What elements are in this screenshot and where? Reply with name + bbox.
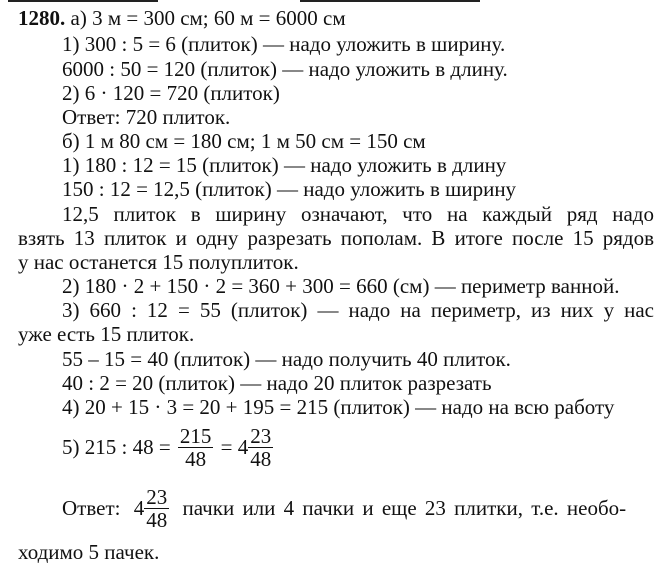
fraction-denominator: 48 (146, 508, 168, 532)
top-rule (8, 0, 158, 2)
solution-line: 4) 20 + 15 · 3 = 20 + 195 = 215 (плиток) — надо на всю работу (62, 395, 615, 419)
fraction-denominator: 48 (178, 447, 214, 470)
fraction-denominator: 48 (250, 447, 272, 471)
solution-line: 1) 180 : 12 = 15 (плиток) — надо уложить в длину (62, 153, 507, 177)
solution-line: 2) 6 · 120 = 720 (плиток) (62, 81, 280, 105)
part-a-header (0, 6, 672, 30)
mixed-whole: 4 (133, 496, 145, 520)
perimeter-line: 2) 180 · 2 + 150 · 2 = 360 + 300 = 660 (см) — периметр ванной. (62, 274, 620, 298)
mixed-fraction (248, 425, 273, 470)
solution-line: 150 : 12 = 12,5 (плиток) — надо уложить в ширину (62, 177, 517, 201)
solution-line: 40 : 2 = 20 (плиток) — надо 20 плиток разрезать (62, 371, 492, 395)
final-answer-line (62, 486, 654, 531)
paragraph-line: взять 13 плиток и одну разрезать пополам. В итоге после 15 рядов (18, 226, 654, 250)
paragraph-line: 12,5 плиток в ширину означают, что на каждый ряд надо (62, 202, 654, 226)
paragraph-line: 3) 660 : 12 = 55 (плиток) — надо на периметр, из них у нас (62, 298, 654, 322)
fraction-numerator: 215 (179, 424, 212, 448)
answer-suffix: пачки или 4 пачки и еще 23 плитки, т.е. необо- (182, 496, 627, 520)
fraction (178, 425, 214, 470)
paragraph-line: уже есть 15 плиток. (18, 322, 195, 346)
top-rule (300, 0, 480, 2)
answer-prefix: Ответ: (62, 496, 121, 520)
solution-line: 55 – 15 = 40 (плиток) — надо получить 40 плиток. (62, 347, 511, 371)
paragraph-line: у нас останется 15 полуплиток. (18, 250, 299, 274)
answer-line: Ответ: 720 плиток. (62, 105, 231, 129)
part-b-header: б) 1 м 80 см = 180 см; 1 м 50 см = 150 см (62, 129, 426, 153)
step5-prefix: 5) 215 : 48 = (62, 435, 171, 459)
problem-number: 1280. (18, 6, 66, 30)
mixed-fraction (144, 486, 169, 531)
equals-sign: = (220, 435, 233, 459)
solution-line: 1) 300 : 5 = 6 (плиток) — надо уложить в ширину. (62, 32, 506, 56)
part-a-header-text: а) 3 м = 300 см; 60 м = 6000 см (70, 6, 346, 30)
solution-line: 6000 : 50 = 120 (плиток) — надо уложить в длину. (62, 57, 508, 81)
mixed-whole: 4 (237, 435, 249, 459)
step5-line (62, 425, 275, 470)
fraction-numerator: 23 (146, 485, 168, 509)
final-answer-line-end: ходимо 5 пачек. (18, 540, 160, 564)
fraction-numerator: 23 (250, 424, 272, 448)
